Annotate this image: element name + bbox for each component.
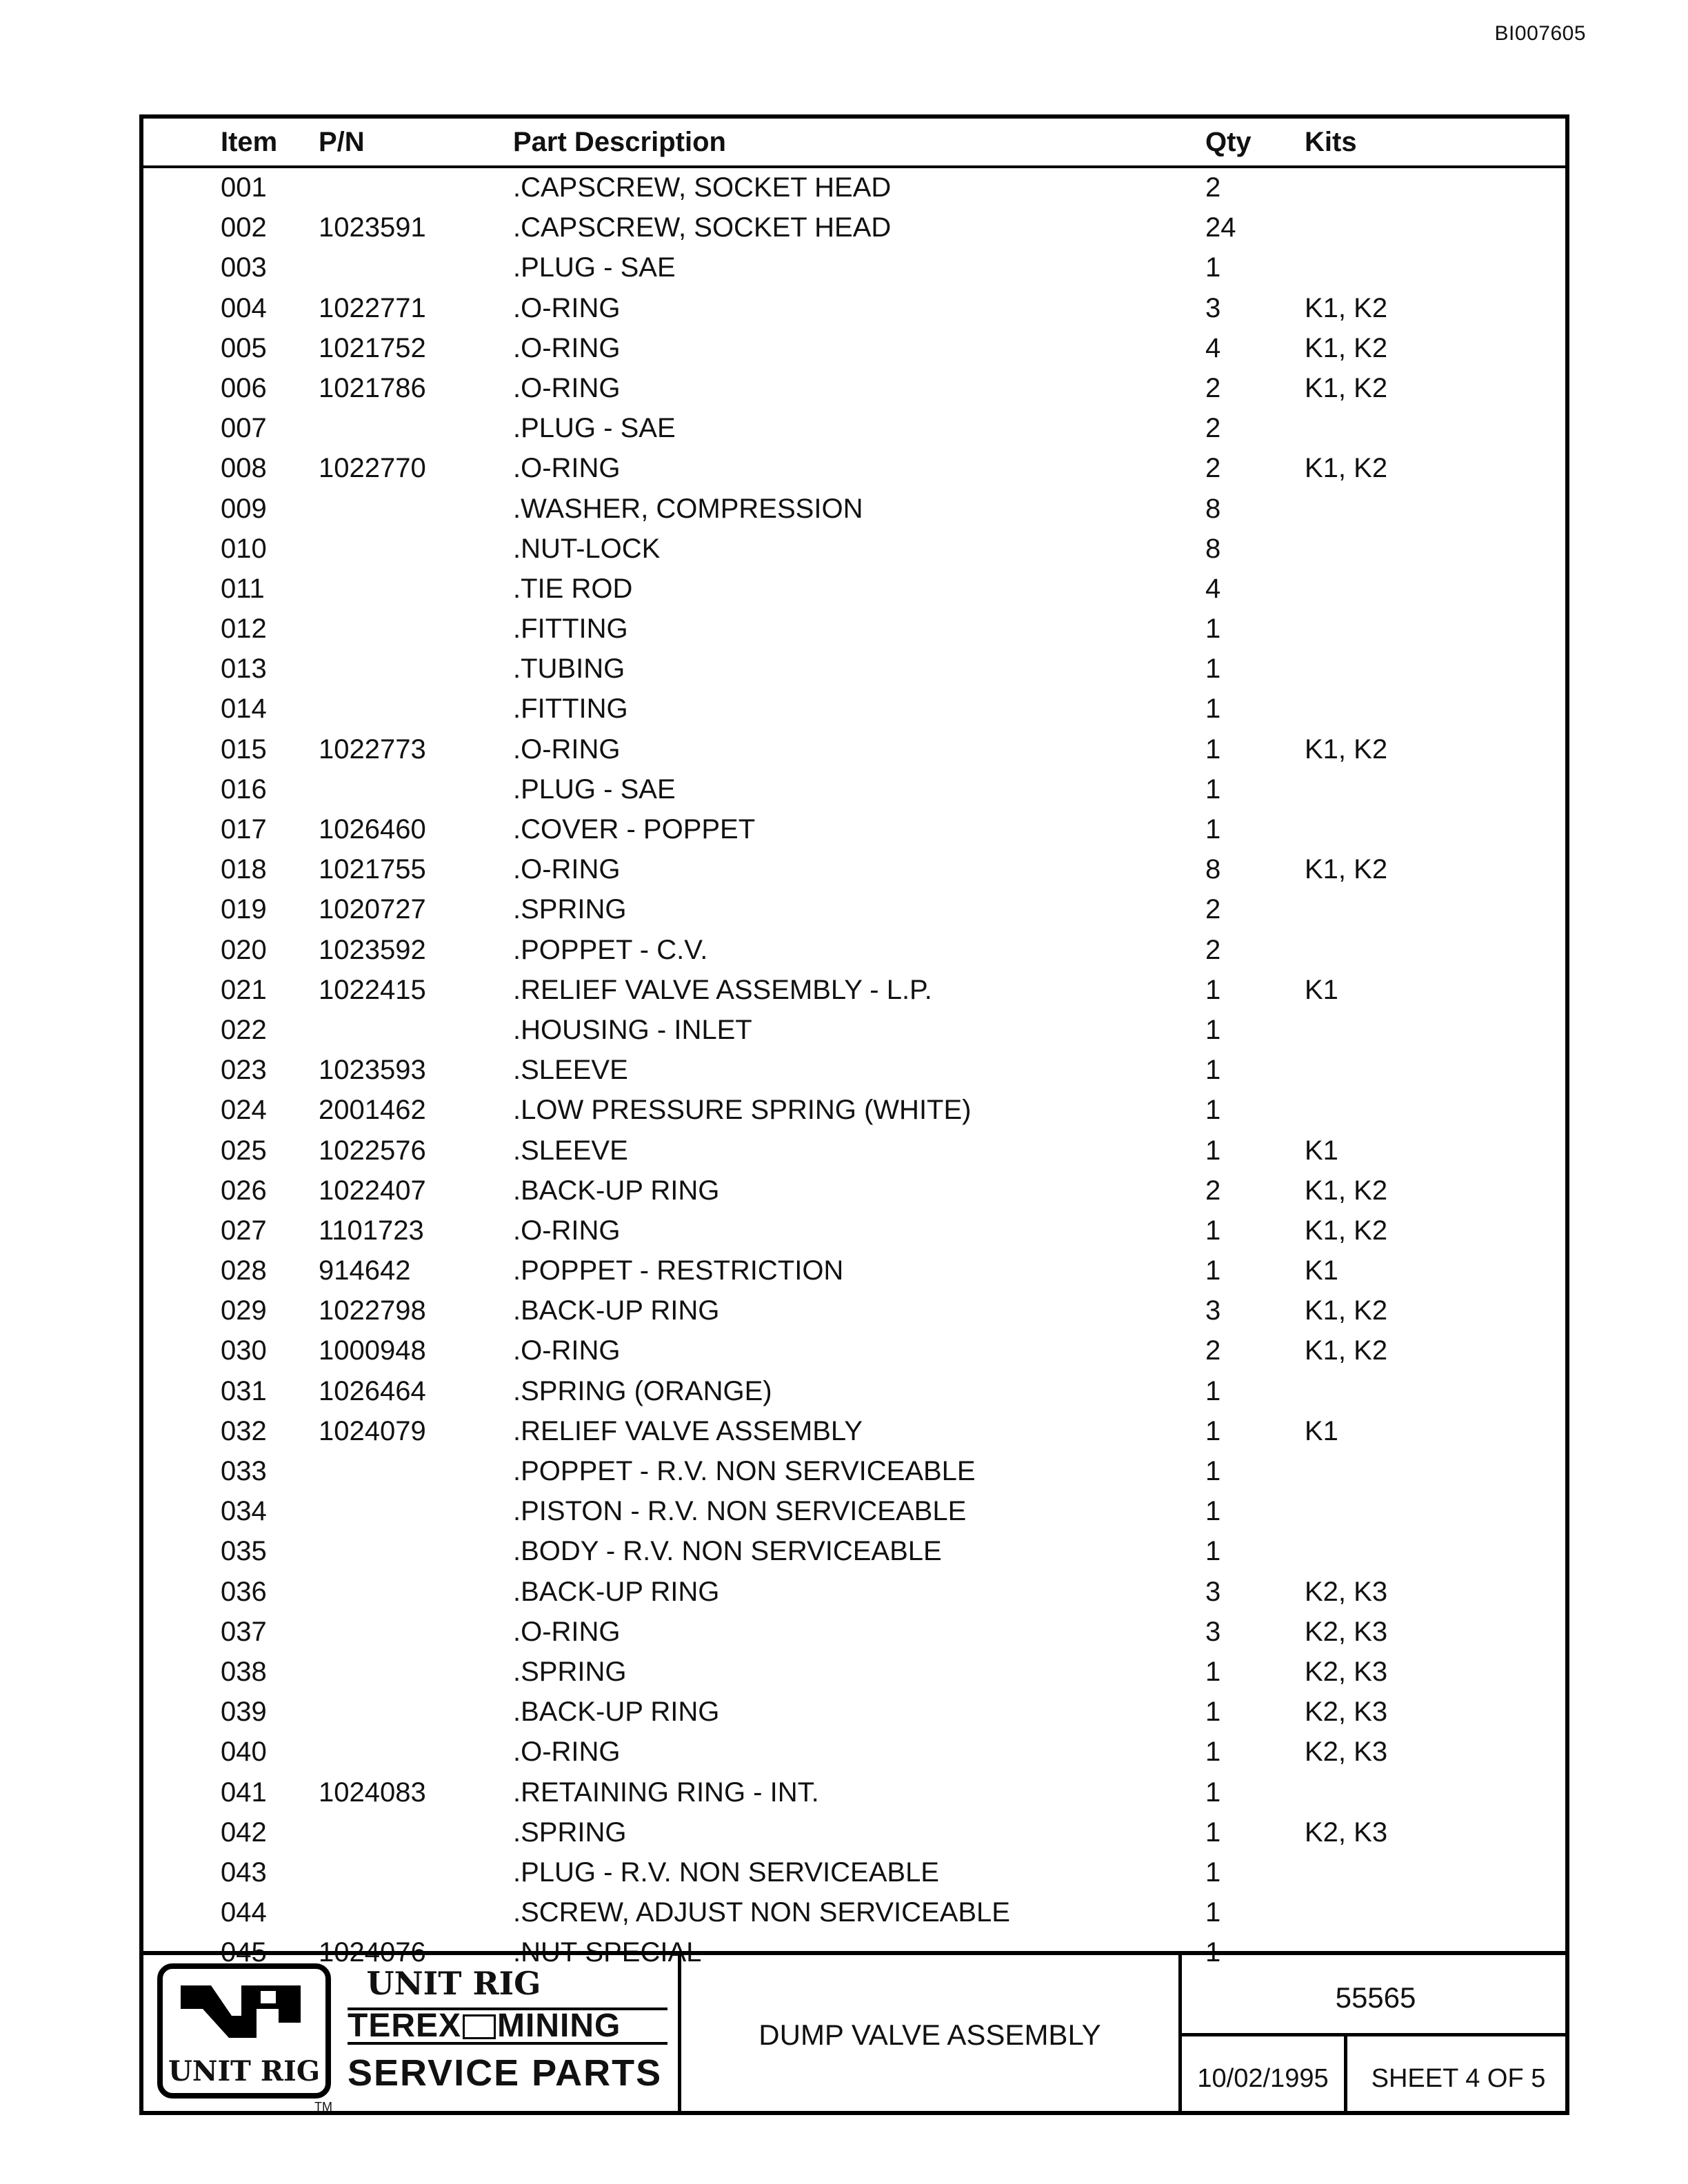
- quantity: 8: [1205, 533, 1221, 564]
- quantity: 1: [1205, 1055, 1221, 1086]
- quantity: 1: [1205, 1536, 1221, 1567]
- item-number: 044: [221, 1897, 267, 1928]
- part-number: 1024079: [319, 1415, 426, 1446]
- part-number: 1024083: [319, 1777, 426, 1808]
- part-number: 914642: [319, 1255, 411, 1286]
- assembly-title: DUMP VALVE ASSEMBLY: [758, 2019, 1101, 2051]
- quantity: 1: [1205, 1737, 1221, 1768]
- item-number: 023: [221, 1055, 267, 1086]
- part-description: .PISTON - R.V. NON SERVICEABLE: [513, 1496, 967, 1527]
- brand-terex: TEREX: [348, 2008, 462, 2044]
- part-description: .O-RING: [513, 372, 621, 403]
- quantity: 1: [1205, 1415, 1221, 1446]
- quantity: 2: [1205, 413, 1221, 444]
- part-description: .SLEEVE: [513, 1135, 628, 1166]
- item-number: 013: [221, 654, 267, 685]
- part-description: .RELIEF VALVE ASSEMBLY: [513, 1415, 863, 1446]
- sheet-cell: [1347, 2036, 1569, 2115]
- brand-terex-mining: [348, 2008, 667, 2045]
- item-number: 031: [221, 1375, 267, 1406]
- part-description: .PLUG - SAE: [513, 774, 676, 805]
- table-row: [143, 1813, 1565, 1853]
- header-qty: Qty: [1205, 127, 1252, 157]
- item-number: 028: [221, 1255, 267, 1286]
- table-header: [143, 119, 1565, 168]
- quantity: 1: [1205, 1897, 1221, 1928]
- part-number: 1021752: [319, 332, 426, 363]
- quantity: 1: [1205, 1215, 1221, 1246]
- part-description: .RELIEF VALVE ASSEMBLY - L.P.: [513, 974, 932, 1005]
- issue-date: 10/02/1995: [1197, 2064, 1329, 2093]
- item-number: 042: [221, 1817, 267, 1848]
- kits: K2, K3: [1305, 1817, 1388, 1848]
- table-row: [143, 1893, 1565, 1933]
- quantity: 24: [1205, 212, 1236, 243]
- part-number: 1022576: [319, 1135, 426, 1166]
- part-number: 1023593: [319, 1055, 426, 1086]
- table-row: [143, 649, 1565, 689]
- part-description: .O-RING: [513, 1616, 621, 1647]
- table-row: [143, 770, 1565, 810]
- item-number: 041: [221, 1777, 267, 1808]
- item-number: 025: [221, 1135, 267, 1166]
- quantity: 1: [1205, 734, 1221, 765]
- quantity: 1: [1205, 1135, 1221, 1166]
- part-number: 1023591: [319, 212, 426, 243]
- table-row: [143, 289, 1565, 329]
- quantity: 1: [1205, 614, 1221, 645]
- quantity: 1: [1205, 1456, 1221, 1486]
- item-number: 037: [221, 1616, 267, 1647]
- item-number: 014: [221, 694, 267, 725]
- table-row: [143, 1051, 1565, 1091]
- part-number: 1021786: [319, 372, 426, 403]
- item-number: 024: [221, 1095, 267, 1126]
- item-number: 002: [221, 212, 267, 243]
- part-description: .COVER - POPPET: [513, 814, 756, 845]
- quantity: 1: [1205, 1857, 1221, 1888]
- table-row: [143, 1251, 1565, 1291]
- part-description: .RETAINING RING - INT.: [513, 1777, 819, 1808]
- table-row: [143, 449, 1565, 489]
- table-row: [143, 1652, 1565, 1692]
- part-description: .POPPET - C.V.: [513, 934, 708, 965]
- table-row: [143, 569, 1565, 609]
- table-row: [143, 850, 1565, 890]
- quantity: 1: [1205, 1656, 1221, 1687]
- table-row: [143, 248, 1565, 288]
- part-description: .O-RING: [513, 854, 621, 885]
- item-number: 027: [221, 1215, 267, 1246]
- document-id: BI007605: [1494, 22, 1586, 45]
- table-row: [143, 1011, 1565, 1051]
- part-description: .WASHER, COMPRESSION: [513, 493, 863, 524]
- quantity: 8: [1205, 493, 1221, 524]
- item-number: 007: [221, 413, 267, 444]
- kits: K1, K2: [1305, 292, 1388, 323]
- terex-seal-icon: [463, 2014, 496, 2039]
- item-number: 039: [221, 1697, 267, 1728]
- item-number: 010: [221, 533, 267, 564]
- part-description: .SPRING: [513, 894, 627, 925]
- sheet-number: SHEET 4 OF 5: [1371, 2064, 1546, 2093]
- trademark-mark: TM: [314, 2100, 332, 2114]
- unit-rig-logo: [157, 1963, 331, 2099]
- table-row: [143, 1331, 1565, 1371]
- item-number: 030: [221, 1335, 267, 1366]
- part-description: .POPPET - RESTRICTION: [513, 1255, 844, 1286]
- table-row: [143, 1612, 1565, 1652]
- part-number: 1023592: [319, 934, 426, 965]
- table-row: [143, 1171, 1565, 1211]
- kits: K1, K2: [1305, 1295, 1388, 1326]
- header-kits: Kits: [1305, 127, 1357, 157]
- item-number: 003: [221, 252, 267, 283]
- kits: K2, K3: [1305, 1697, 1388, 1728]
- quantity: 1: [1205, 1697, 1221, 1728]
- header-description: Part Description: [513, 127, 726, 157]
- quantity: 8: [1205, 854, 1221, 885]
- date-cell: [1182, 2036, 1347, 2115]
- table-row: [143, 730, 1565, 770]
- table-row: [143, 409, 1565, 449]
- quantity: 1: [1205, 1255, 1221, 1286]
- part-description: .SLEEVE: [513, 1055, 628, 1086]
- kits: K2, K3: [1305, 1737, 1388, 1768]
- item-number: 045: [221, 1937, 267, 1968]
- part-number: 1022798: [319, 1295, 426, 1326]
- kits: K1: [1305, 974, 1338, 1005]
- quantity: 1: [1205, 654, 1221, 685]
- part-description: .FITTING: [513, 614, 628, 645]
- part-description: .BODY - R.V. NON SERVICEABLE: [513, 1536, 942, 1567]
- table-row: [143, 1091, 1565, 1131]
- table-row: [143, 1853, 1565, 1893]
- brand-mining: MINING: [497, 2008, 621, 2044]
- quantity: 4: [1205, 332, 1221, 363]
- table-row: [143, 208, 1565, 248]
- quantity: 3: [1205, 1295, 1221, 1326]
- item-number: 015: [221, 734, 267, 765]
- kits: K1: [1305, 1415, 1338, 1446]
- table-row: [143, 890, 1565, 930]
- part-description: .O-RING: [513, 1215, 621, 1246]
- part-number: 1022415: [319, 974, 426, 1005]
- part-description: .POPPET - R.V. NON SERVICEABLE: [513, 1456, 976, 1486]
- part-number: 1022773: [319, 734, 426, 765]
- part-description: .SPRING: [513, 1656, 627, 1687]
- part-number-cell: [1182, 1955, 1569, 2036]
- kits: K1, K2: [1305, 1215, 1388, 1246]
- item-number: 043: [221, 1857, 267, 1888]
- table-row: [143, 689, 1565, 729]
- item-number: 006: [221, 372, 267, 403]
- item-number: 029: [221, 1295, 267, 1326]
- table-row: [143, 1773, 1565, 1813]
- item-number: 017: [221, 814, 267, 845]
- part-description: .BACK-UP RING: [513, 1175, 720, 1206]
- kits: K1: [1305, 1135, 1338, 1166]
- item-number: 008: [221, 453, 267, 484]
- item-number: 033: [221, 1456, 267, 1486]
- table-row: [143, 1452, 1565, 1492]
- brand-unit-rig: UNIT RIG: [366, 1965, 541, 2002]
- quantity: 1: [1205, 1014, 1221, 1045]
- parts-table-body: [143, 168, 1565, 1973]
- kits: K2, K3: [1305, 1616, 1388, 1647]
- kits: K1, K2: [1305, 1175, 1388, 1206]
- item-number: 040: [221, 1737, 267, 1768]
- table-row: [143, 1291, 1565, 1331]
- part-number: 1021755: [319, 854, 426, 885]
- item-number: 004: [221, 292, 267, 323]
- table-row: [143, 810, 1565, 850]
- quantity: 2: [1205, 1175, 1221, 1206]
- kits: K2, K3: [1305, 1576, 1388, 1607]
- quantity: 2: [1205, 934, 1221, 965]
- table-row: [143, 1131, 1565, 1171]
- part-number: 1000948: [319, 1335, 426, 1366]
- quantity: 2: [1205, 453, 1221, 484]
- table-row: [143, 1412, 1565, 1452]
- table-row: [143, 1732, 1565, 1772]
- table-row: [143, 1692, 1565, 1732]
- table-row: [143, 369, 1565, 409]
- quantity: 1: [1205, 252, 1221, 283]
- table-row: [143, 1573, 1565, 1612]
- item-number: 005: [221, 332, 267, 363]
- assembly-number: 55565: [1335, 1981, 1416, 2014]
- item-number: 009: [221, 493, 267, 524]
- part-number: 1026464: [319, 1375, 426, 1406]
- quantity: 3: [1205, 1616, 1221, 1647]
- quantity: 3: [1205, 1576, 1221, 1607]
- table-row: [143, 1492, 1565, 1532]
- part-description: .SPRING (ORANGE): [513, 1375, 772, 1406]
- item-number: 001: [221, 172, 267, 203]
- part-number: 1026460: [319, 814, 426, 845]
- item-number: 032: [221, 1415, 267, 1446]
- part-description: .O-RING: [513, 734, 621, 765]
- kits: K1, K2: [1305, 372, 1388, 403]
- part-number: 1022407: [319, 1175, 426, 1206]
- part-description: .O-RING: [513, 1737, 621, 1768]
- kits: K2, K3: [1305, 1656, 1388, 1687]
- table-row: [143, 329, 1565, 369]
- quantity: 1: [1205, 1777, 1221, 1808]
- part-number: 1022771: [319, 292, 426, 323]
- part-description: .CAPSCREW, SOCKET HEAD: [513, 212, 892, 243]
- quantity: 1: [1205, 694, 1221, 725]
- item-number: 022: [221, 1014, 267, 1045]
- part-description: .LOW PRESSURE SPRING (WHITE): [513, 1095, 972, 1126]
- table-row: [143, 529, 1565, 569]
- unit-rig-emblem-icon: [175, 1979, 313, 2054]
- quantity: 1: [1205, 1095, 1221, 1126]
- kits: K1, K2: [1305, 854, 1388, 885]
- brand-service-parts: SERVICE PARTS: [348, 2052, 663, 2094]
- part-description: .NUT-LOCK: [513, 533, 661, 564]
- item-number: 011: [221, 573, 265, 604]
- number-cell: [1182, 1955, 1569, 2115]
- quantity: 1: [1205, 1937, 1221, 1968]
- part-number: 1101723: [319, 1215, 424, 1246]
- item-number: 016: [221, 774, 267, 805]
- part-description: .BACK-UP RING: [513, 1697, 720, 1728]
- quantity: 2: [1205, 1335, 1221, 1366]
- part-description: .O-RING: [513, 292, 621, 323]
- item-number: 018: [221, 854, 267, 885]
- kits: K1, K2: [1305, 734, 1388, 765]
- part-number: 1022770: [319, 453, 426, 484]
- item-number: 026: [221, 1175, 267, 1206]
- item-number: 038: [221, 1656, 267, 1687]
- part-description: .TIE ROD: [513, 573, 633, 604]
- part-description: .SCREW, ADJUST NON SERVICEABLE: [513, 1897, 1010, 1928]
- kits: K1, K2: [1305, 332, 1388, 363]
- quantity: 1: [1205, 814, 1221, 845]
- table-row: [143, 1372, 1565, 1412]
- part-description: .TUBING: [513, 654, 625, 685]
- item-number: 020: [221, 934, 267, 965]
- part-description: .PLUG - R.V. NON SERVICEABLE: [513, 1857, 939, 1888]
- part-number: 1024076: [319, 1937, 426, 1968]
- quantity: 1: [1205, 1817, 1221, 1848]
- title-cell: [681, 1955, 1182, 2115]
- quantity: 4: [1205, 573, 1221, 604]
- item-number: 012: [221, 614, 267, 645]
- part-description: .PLUG - SAE: [513, 252, 676, 283]
- item-number: 036: [221, 1576, 267, 1607]
- table-row: [143, 1532, 1565, 1572]
- quantity: 1: [1205, 1496, 1221, 1527]
- part-description: .O-RING: [513, 453, 621, 484]
- quantity: 2: [1205, 372, 1221, 403]
- part-description: .PLUG - SAE: [513, 413, 676, 444]
- kits: K1: [1305, 1255, 1338, 1286]
- header-item: Item: [221, 127, 278, 157]
- title-block: [143, 1951, 1565, 2115]
- quantity: 2: [1205, 894, 1221, 925]
- part-description: .SPRING: [513, 1817, 627, 1848]
- logo-cell: [143, 1955, 681, 2115]
- part-description: .BACK-UP RING: [513, 1576, 720, 1607]
- quantity: 3: [1205, 292, 1221, 323]
- part-description: .O-RING: [513, 332, 621, 363]
- item-number: 021: [221, 974, 267, 1005]
- header-pn: P/N: [319, 127, 365, 157]
- table-row: [143, 931, 1565, 971]
- table-row: [143, 971, 1565, 1011]
- part-description: .CAPSCREW, SOCKET HEAD: [513, 172, 892, 203]
- logo-text: UNIT RIG: [168, 2055, 320, 2087]
- part-description: .FITTING: [513, 694, 628, 725]
- kits: K1, K2: [1305, 1335, 1388, 1366]
- quantity: 1: [1205, 1375, 1221, 1406]
- part-number: 1020727: [319, 894, 426, 925]
- part-description: .BACK-UP RING: [513, 1295, 720, 1326]
- part-number: 2001462: [319, 1095, 426, 1126]
- item-number: 034: [221, 1496, 267, 1527]
- quantity: 2: [1205, 172, 1221, 203]
- parts-sheet: [139, 114, 1569, 2115]
- part-description: .O-RING: [513, 1335, 621, 1366]
- item-number: 019: [221, 894, 267, 925]
- item-number: 035: [221, 1536, 267, 1567]
- table-row: [143, 168, 1565, 208]
- kits: K1, K2: [1305, 453, 1388, 484]
- part-description: .HOUSING - INLET: [513, 1014, 752, 1045]
- table-row: [143, 489, 1565, 529]
- part-description: .NUT-SPECIAL: [513, 1937, 702, 1968]
- table-row: [143, 1211, 1565, 1251]
- quantity: 1: [1205, 974, 1221, 1005]
- table-row: [143, 609, 1565, 649]
- quantity: 1: [1205, 774, 1221, 805]
